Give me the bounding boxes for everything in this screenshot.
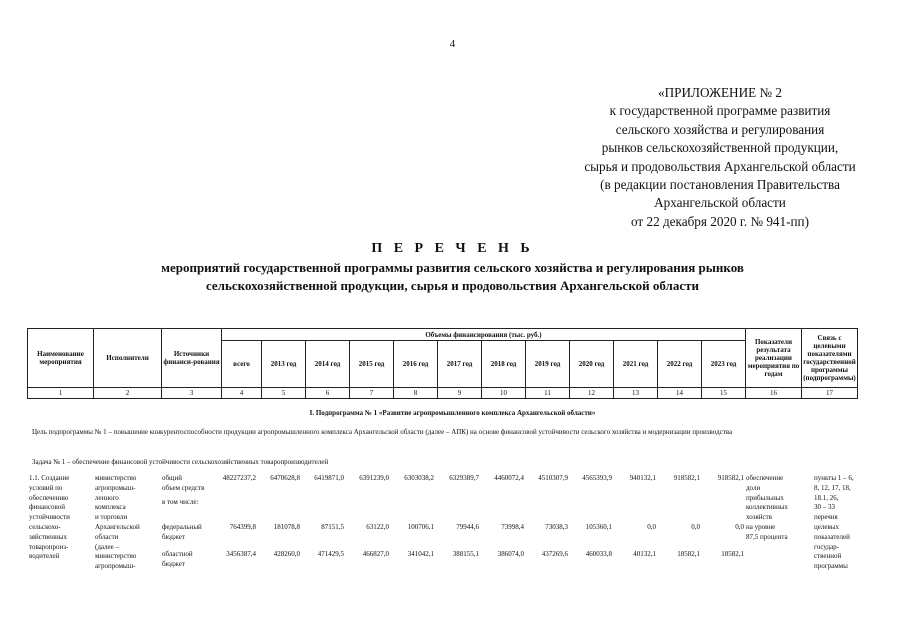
measure-name-line: устойчивости	[29, 513, 70, 522]
header-indicator: Показатели результата реализации мероприятия по годам	[746, 329, 802, 388]
financing-value: 341042,1	[407, 550, 434, 558]
column-number: 11	[526, 388, 570, 399]
annex-header	[540, 84, 900, 231]
financing-value: 428260,0	[273, 550, 300, 558]
header-total: всего	[222, 341, 262, 388]
financing-value: 40132,1	[633, 550, 656, 558]
financing-value: 63122,0	[366, 523, 389, 532]
financing-value: 181078,8	[273, 523, 300, 532]
header-year: 2016 год	[394, 341, 438, 388]
annex-line: Архангельской области	[654, 195, 786, 211]
column-number: 6	[306, 388, 350, 399]
header-year: 2014 год	[306, 341, 350, 388]
indicator-line: 87,5 процента	[746, 532, 788, 541]
column-number: 1	[28, 388, 94, 399]
executor-line: и торговли	[95, 513, 128, 522]
header-executors: Исполнители	[94, 329, 162, 388]
executor-line: министерство	[95, 474, 137, 482]
annex-line: к государственной программе развития	[609, 103, 831, 119]
column-number: 2	[94, 388, 162, 399]
link-line: показателей	[814, 532, 850, 541]
link-line: пункты 1 – 6,	[814, 474, 854, 482]
financing-value: 940132,1	[629, 474, 656, 482]
financing-value: 6391239,0	[359, 474, 389, 482]
executor-line: комплекса	[95, 503, 126, 512]
subtitle-line: мероприятий государственной программы развития сельского хозяйства и регулирования рынков	[161, 260, 744, 275]
annex-line: от 22 декабря 2020 г. № 941-пп)	[631, 213, 809, 229]
annex-line: «ПРИЛОЖЕНИЕ № 2	[658, 85, 782, 100]
financing-value: 100706,1	[407, 523, 434, 532]
source-label: бюджет	[162, 533, 185, 542]
source-label: в том числе:	[162, 497, 199, 506]
annex-line: сельского хозяйства и регулирования	[615, 121, 825, 137]
link-line: государ-	[814, 542, 839, 551]
header-year: 2022 год	[658, 341, 702, 388]
financing-value: 4565393,9	[582, 474, 612, 482]
executor-line: агропромыш-	[95, 562, 136, 571]
executor-line: ленного	[95, 493, 119, 502]
financing-value: 105360,1	[585, 523, 612, 532]
annex-line: (в редакции постановления Правительства	[600, 177, 840, 193]
link-line: 18.1, 26,	[814, 493, 839, 502]
header-year: 2013 год	[262, 341, 306, 388]
financing-value: 4510307,9	[538, 474, 568, 482]
column-number: 5	[262, 388, 306, 399]
financing-value: 386074,0	[497, 550, 524, 558]
column-number: 13	[614, 388, 658, 399]
column-number: 16	[746, 388, 802, 399]
measure-name-line: водителей	[29, 552, 60, 561]
source-label: объем средств	[162, 483, 205, 492]
financing-value: 79944,6	[456, 523, 479, 532]
financing-value: 918582,1	[717, 474, 744, 482]
column-number: 3	[162, 388, 222, 399]
link-line: программы	[814, 562, 848, 571]
measure-name-line: товаропроиз-	[29, 542, 69, 551]
financing-value: 18582,1	[677, 550, 700, 558]
indicator-line: на уровне	[746, 523, 776, 531]
header-volume: Объемы финансирования (тыс. руб.)	[222, 329, 746, 341]
column-number: 7	[350, 388, 394, 399]
financing-value: 0,0	[691, 523, 700, 532]
financing-value: 388155,1	[452, 550, 479, 558]
measure-name-line: финансовой	[29, 503, 65, 512]
header-year: 2018 год	[482, 341, 526, 388]
measure-name-line: обеспечению	[29, 493, 69, 502]
header-year: 2017 год	[438, 341, 482, 388]
link-line: целевых	[814, 523, 839, 531]
source-label: бюджет	[162, 559, 185, 568]
executor-line: Архангельской	[95, 523, 140, 531]
financing-value: 460033,8	[585, 550, 612, 558]
financing-value: 0,0	[647, 523, 656, 532]
indicator-line: прибыльных	[746, 493, 784, 502]
indicator-line: доли	[746, 483, 761, 492]
link-line: ственной	[814, 552, 842, 561]
header-sources: Источники финанси-рования	[162, 329, 222, 388]
financing-value: 764399,8	[229, 523, 256, 532]
document-subtitle	[40, 259, 865, 295]
document-title: П Е Р Е Ч Е Н Ь	[371, 241, 534, 256]
measure-name-line: зяйственных	[29, 532, 67, 541]
financing-value: 466827,0	[362, 550, 389, 558]
column-number: 4	[222, 388, 262, 399]
financing-value: 87151,5	[321, 523, 344, 532]
link-line: 30 – 33	[814, 503, 835, 512]
column-number: 14	[658, 388, 702, 399]
column-number: 17	[802, 388, 858, 399]
executor-line: (далее –	[95, 542, 120, 551]
executor-line: министерство	[95, 552, 137, 561]
indicator-line: обеспечение	[746, 474, 784, 482]
header-year: 2021 год	[614, 341, 658, 388]
link-line: перечня	[814, 513, 838, 522]
header-year: 2015 год	[350, 341, 394, 388]
financing-value: 437269,6	[541, 550, 568, 558]
header-link: Связь с целевыми показателями государственной программы (подпрограммы)	[802, 329, 858, 388]
header-year: 2019 год	[526, 341, 570, 388]
measure-name-line: сельскохо-	[29, 523, 61, 531]
column-number: 15	[702, 388, 746, 399]
financing-value: 918582,1	[673, 474, 700, 482]
indicator-line: коллективных	[746, 503, 788, 512]
indicator-line: хозяйств	[746, 513, 772, 522]
column-number: 10	[482, 388, 526, 399]
financing-value: 6419871,0	[314, 474, 344, 482]
source-label: федеральный	[162, 523, 202, 532]
source-label: областной	[162, 550, 193, 558]
annex-line: сырья и продовольствия Архангельской области	[584, 158, 856, 174]
header-measure: Наименование мероприятия	[28, 329, 94, 388]
page-number: 4	[449, 38, 456, 50]
subprogram-title: I. Подпрограмма № 1 «Развитие агропромышленного комплекса Архангельской области»	[309, 409, 596, 417]
executor-line: агропромыш-	[95, 483, 136, 492]
subtitle-line: сельскохозяйственной продукции, сырья и продовольствия Архангельской области	[205, 278, 699, 293]
header-year: 2020 год	[570, 341, 614, 388]
header-year: 2023 год	[702, 341, 746, 388]
financing-value: 6470628,8	[270, 474, 300, 482]
executor-line: области	[95, 532, 119, 541]
financing-value: 6329389,7	[449, 474, 479, 482]
financing-value: 3456387,4	[226, 550, 256, 558]
financing-value: 0,0	[735, 523, 744, 532]
column-number: 9	[438, 388, 482, 399]
measure-name-line: условий по	[29, 483, 63, 492]
source-label: общий	[162, 474, 182, 482]
financing-value: 18582,1	[721, 550, 744, 558]
column-number: 12	[570, 388, 614, 399]
financing-table-header	[27, 328, 858, 399]
column-number: 8	[394, 388, 438, 399]
financing-value: 73038,3	[545, 523, 568, 532]
link-line: 8, 12, 17, 18,	[814, 483, 851, 492]
measure-name-line: 1.1. Создание	[29, 474, 70, 482]
financing-value: 471429,5	[317, 550, 344, 558]
financing-value: 6303038,2	[404, 474, 434, 482]
annex-line: рынков сельскохозяйственной продукции,	[601, 140, 839, 156]
task-title: Задача № 1 – обеспечение финансовой устойчивости сельскохозяйственных товаропроизводителей	[32, 458, 329, 466]
financing-value: 4460072,4	[494, 474, 524, 482]
financing-value: 73998,4	[501, 523, 524, 532]
subprogram-goal: Цель подпрограммы № 1 – повышение конкурентоспособности продукции агропромышленного комплекса Архангельской области (далее – АПК) на основе финансовой устойчивости сельского хозяйства и модернизации производства	[32, 428, 733, 436]
financing-value: 48227237,2	[222, 474, 256, 482]
